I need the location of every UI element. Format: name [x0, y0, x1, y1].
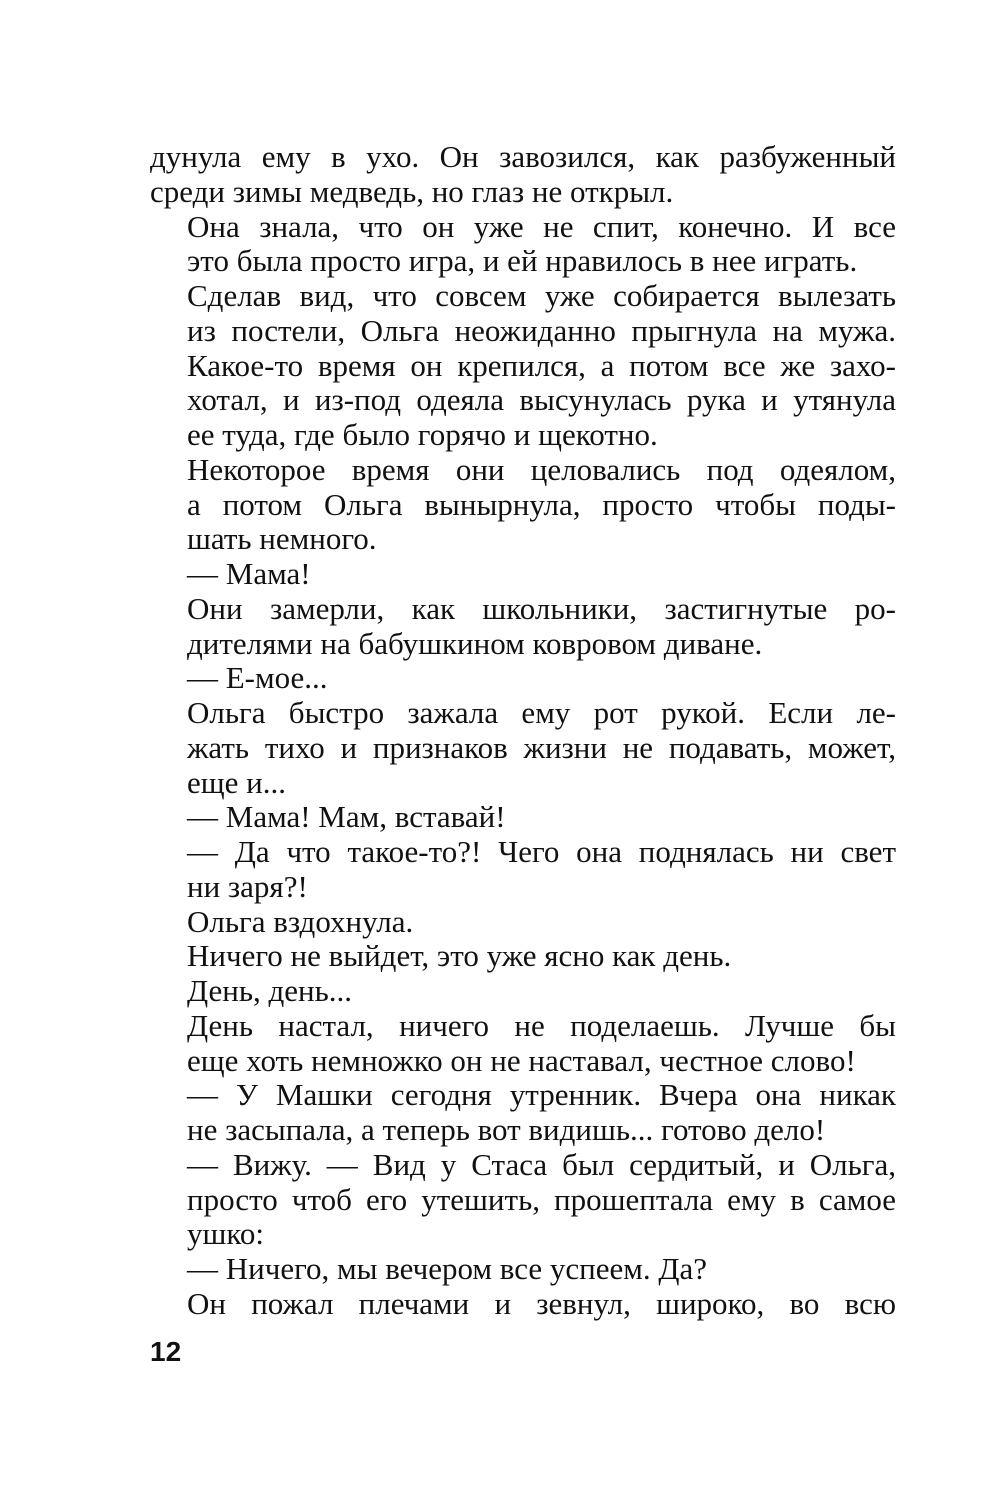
text-line: а потом Ольга вынырнула, просто чтобы поды-	[187, 486, 896, 522]
text-line: дунула ему в ухо. Он завозился, как разбуженный	[150, 139, 896, 174]
paragraph	[150, 279, 896, 453]
text-line: просто чтоб его утешить, прошептала ему в самое	[187, 1181, 896, 1217]
paragraph	[150, 1287, 896, 1322]
paragraph	[150, 661, 896, 696]
paragraph	[150, 939, 896, 974]
text-line: — Е-мое...	[187, 660, 328, 696]
paragraph	[150, 800, 896, 835]
paragraph	[150, 592, 896, 662]
text-line: Ничего не выйдет, это уже ясно как день.	[187, 938, 732, 974]
text-line: Он пожал плечами и зевнул, широко, во всю	[187, 1285, 896, 1321]
text-line: Ольга быстро зажала ему рот рукой. Если ле-	[187, 695, 896, 730]
text-line: хотал, и из-под одеяла высунулась рука и утянула	[187, 382, 896, 418]
paragraph	[150, 210, 896, 280]
paragraph	[150, 557, 896, 592]
text-line: — Да что такое-то?! Чего она поднялась ни свет	[187, 834, 896, 869]
text-line: среди зимы медведь, но глаз не открыл.	[150, 173, 674, 209]
paragraph	[150, 974, 896, 1009]
text-line: — Мама!	[187, 556, 311, 591]
text-line: еще хоть немножко он не наставал, честное слово!	[187, 1042, 856, 1078]
text-line: ее туда, где было горячо и щекотно.	[187, 417, 658, 452]
text-line: из постели, Ольга неожиданно прыгнула на мужа.	[187, 312, 896, 348]
text-line: это была просто игра, и ей нравилось в нее играть.	[187, 243, 858, 279]
text-line: День настал, ничего не поделаешь. Лучше бы	[187, 1007, 896, 1043]
paragraph	[150, 835, 896, 905]
text-line: еще и...	[187, 764, 286, 800]
paragraph	[150, 1148, 896, 1252]
paragraph	[150, 453, 896, 557]
text-line: не засыпала, а теперь вот видишь... готово дело!	[187, 1112, 826, 1147]
text-line: Какое-то время он крепился, а потом все же захо-	[187, 347, 896, 383]
book-page-text	[150, 140, 896, 1322]
text-line: дителями на бабушкином ковровом диване.	[187, 625, 763, 661]
text-line: Она знала, что он уже не спит, конечно. И все	[187, 208, 896, 244]
text-line: — Мама! Мам, вставай!	[187, 799, 506, 835]
text-line: шать немного.	[187, 521, 377, 557]
text-line: Сделав вид, что совсем уже собирается вылезать	[187, 278, 896, 313]
paragraph	[150, 696, 896, 800]
text-line: ни заря?!	[187, 868, 308, 904]
paragraph	[150, 1009, 896, 1079]
text-line: День, день...	[187, 973, 353, 1008]
page-number: 12	[150, 1336, 182, 1367]
text-line: — Вижу. — Вид у Стаса был сердитый, и Ольга,	[187, 1146, 896, 1182]
paragraph	[150, 140, 896, 210]
text-line: Они замерли, как школьники, застигнутые ро-	[187, 590, 896, 626]
paragraph	[150, 905, 896, 940]
text-line: — Ничего, мы вечером все успеем. Да?	[187, 1251, 708, 1286]
text-line: — У Машки сегодня утренник. Вчера она никак	[187, 1077, 896, 1113]
text-line: жать тихо и признаков жизни не подавать, может,	[187, 729, 896, 765]
paragraph	[150, 1252, 896, 1287]
text-line: Ольга вздохнула.	[187, 903, 414, 939]
text-line: Некоторое время они целовались под одеялом,	[187, 451, 896, 487]
paragraph	[150, 1078, 896, 1148]
text-line: ушко:	[187, 1216, 264, 1252]
